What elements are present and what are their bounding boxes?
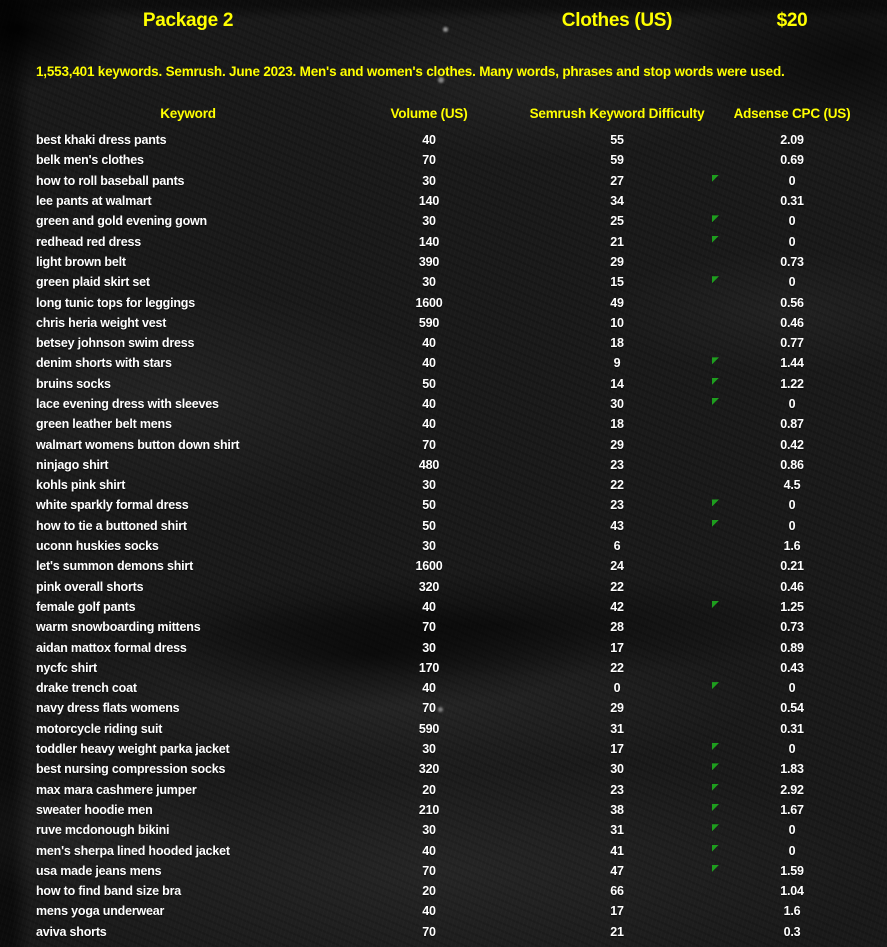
cpc-cell: [712, 316, 887, 330]
difficulty-cell: 31: [610, 721, 624, 736]
table-header-row: [0, 101, 887, 125]
cpc-cell-value: 0: [788, 823, 796, 838]
keyword-cell: men's sherpa lined hooded jacket: [36, 843, 230, 858]
volume-cell: 40: [422, 417, 436, 432]
table-row: [0, 536, 887, 556]
cpc-cell-value: 0.56: [780, 295, 804, 310]
cpc-cell: [712, 336, 887, 350]
volume-cell: 30: [422, 823, 436, 838]
cpc-cell-value: 0.3: [783, 924, 801, 939]
keyword-cell: sweater hoodie men: [36, 802, 153, 817]
keyword-cell: best nursing compression socks: [36, 762, 226, 777]
keyword-cell: chris heria weight vest: [36, 315, 167, 330]
cpc-cell: [712, 823, 887, 837]
title-row: [0, 9, 887, 33]
table-row: [0, 434, 887, 454]
keyword-cell: warm snowboarding mittens: [36, 620, 201, 635]
table-row: [0, 597, 887, 617]
flag-triangle-icon: [712, 804, 719, 811]
difficulty-cell: 55: [610, 133, 624, 148]
cpc-cell: [712, 539, 887, 553]
cpc-cell-value: 0.54: [780, 701, 804, 716]
table-row: [0, 495, 887, 515]
volume-cell: 70: [422, 437, 436, 452]
difficulty-cell: 41: [610, 843, 624, 858]
cpc-cell: [712, 438, 887, 452]
flag-triangle-icon: [712, 357, 719, 364]
cpc-cell-value: 0: [788, 843, 796, 858]
keyword-cell: green and gold evening gown: [36, 214, 207, 229]
flag-triangle-icon: [712, 763, 719, 770]
volume-cell: 30: [422, 539, 436, 554]
difficulty-cell: 21: [610, 234, 624, 249]
column-header-cpc: Adsense CPC (US): [733, 105, 851, 121]
keyword-cell: bruins socks: [36, 376, 111, 391]
keyword-cell: aviva shorts: [36, 924, 107, 939]
volume-cell: 40: [422, 133, 436, 148]
keyword-cell: max mara cashmere jumper: [36, 782, 197, 797]
cpc-cell: [712, 235, 887, 249]
keyword-cell: redhead red dress: [36, 234, 141, 249]
cpc-cell: [712, 519, 887, 533]
table-row: [0, 719, 887, 739]
package-title: Package 2: [142, 10, 234, 31]
volume-cell: 50: [422, 498, 436, 513]
cpc-cell-value: 0.21: [780, 559, 804, 574]
keyword-cell: green plaid skirt set: [36, 275, 150, 290]
cpc-cell: [712, 478, 887, 492]
table-row: [0, 800, 887, 820]
cpc-cell: [712, 925, 887, 939]
volume-cell: 390: [418, 254, 440, 269]
table-row: [0, 374, 887, 394]
keyword-cell: usa made jeans mens: [36, 863, 162, 878]
cpc-cell-value: 2.09: [780, 133, 804, 148]
flag-triangle-icon: [712, 743, 719, 750]
flag-triangle-icon: [712, 784, 719, 791]
cpc-cell-value: 0: [788, 498, 796, 513]
volume-cell: 20: [422, 884, 436, 899]
difficulty-cell: 15: [610, 275, 624, 290]
volume-cell: 30: [422, 275, 436, 290]
cpc-cell-value: 0.42: [780, 437, 804, 452]
volume-cell: 480: [418, 457, 440, 472]
difficulty-cell: 24: [610, 559, 624, 574]
flag-triangle-icon: [712, 276, 719, 283]
keyword-cell: toddler heavy weight parka jacket: [36, 742, 230, 757]
difficulty-cell: 0: [613, 681, 621, 696]
volume-cell: 30: [422, 478, 436, 493]
volume-cell: 30: [422, 214, 436, 229]
difficulty-cell: 47: [610, 863, 624, 878]
keyword-cell: aidan mattox formal dress: [36, 640, 187, 655]
cpc-cell: [712, 174, 887, 188]
difficulty-cell: 22: [610, 478, 624, 493]
cpc-cell: [712, 844, 887, 858]
difficulty-cell: 27: [610, 173, 624, 188]
cpc-cell: [712, 458, 887, 472]
table-row: [0, 901, 887, 921]
difficulty-cell: 25: [610, 214, 624, 229]
keyword-cell: kohls pink shirt: [36, 478, 126, 493]
volume-cell: 40: [422, 843, 436, 858]
volume-cell: 70: [422, 153, 436, 168]
cpc-cell: [712, 600, 887, 614]
cpc-cell: [712, 661, 887, 675]
keyword-cell: pink overall shorts: [36, 579, 144, 594]
cpc-cell-value: 1.67: [780, 802, 804, 817]
volume-cell: 590: [418, 721, 440, 736]
flag-triangle-icon: [712, 824, 719, 831]
flag-triangle-icon: [712, 398, 719, 405]
volume-cell: 30: [422, 640, 436, 655]
flag-triangle-icon: [712, 601, 719, 608]
table-row: [0, 252, 887, 272]
difficulty-cell: 17: [610, 742, 624, 757]
table-row: [0, 840, 887, 860]
table-row: [0, 475, 887, 495]
flag-triangle-icon: [712, 520, 719, 527]
flag-triangle-icon: [712, 845, 719, 852]
keyword-cell: how to roll baseball pants: [36, 173, 185, 188]
volume-cell: 70: [422, 701, 436, 716]
column-header-keyword: Keyword: [160, 105, 216, 121]
cpc-cell-value: 0: [788, 681, 796, 696]
cpc-cell: [712, 701, 887, 715]
keyword-cell: denim shorts with stars: [36, 356, 172, 371]
cpc-cell: [712, 153, 887, 167]
keyword-cell: lace evening dress with sleeves: [36, 397, 219, 411]
difficulty-cell: 18: [610, 417, 624, 432]
table-row: [0, 780, 887, 800]
cpc-cell-value: 0: [788, 234, 796, 249]
table-row: [0, 292, 887, 312]
cpc-cell-value: 0: [788, 173, 796, 188]
difficulty-cell: 17: [610, 904, 624, 919]
table-row: [0, 191, 887, 211]
difficulty-cell: 29: [610, 254, 624, 269]
cpc-cell-value: 1.6: [783, 539, 801, 554]
volume-cell: 320: [418, 579, 440, 594]
table-row: [0, 231, 887, 251]
cpc-cell-value: 1.6: [783, 904, 801, 919]
table-row: [0, 617, 887, 637]
difficulty-cell: 22: [610, 660, 624, 675]
volume-cell: 140: [418, 194, 440, 209]
difficulty-cell: 49: [610, 295, 624, 310]
cpc-cell-value: 0: [788, 397, 796, 411]
table-row: [0, 353, 887, 373]
volume-cell: 70: [422, 863, 436, 878]
cpc-cell: [712, 498, 887, 512]
volume-cell: 210: [418, 802, 440, 817]
cpc-cell: [712, 194, 887, 208]
keyword-cell: nycfc shirt: [36, 660, 98, 675]
description-line: 1,553,401 keywords. Semrush. June 2023. Men's and women's clothes. Many words, phrases and stop words were used.: [36, 64, 785, 79]
table-row: [0, 150, 887, 170]
cpc-cell: [712, 722, 887, 736]
cpc-cell-value: 0.87: [780, 417, 804, 432]
table-row: [0, 861, 887, 881]
difficulty-cell: 14: [610, 376, 624, 391]
keyword-cell: ninjago shirt: [36, 457, 109, 472]
difficulty-cell: 30: [610, 397, 624, 411]
cpc-cell-value: 0.46: [780, 579, 804, 594]
keyword-cell: belk men's clothes: [36, 153, 144, 168]
table-row: [0, 577, 887, 597]
cpc-cell: [712, 641, 887, 655]
keyword-cell: ruve mcdonough bikini: [36, 823, 170, 838]
cpc-cell-value: 0.31: [780, 194, 804, 209]
cpc-cell: [712, 417, 887, 431]
keyword-cell: long tunic tops for leggings: [36, 295, 195, 310]
table-row: [0, 516, 887, 536]
keyword-cell: mens yoga underwear: [36, 904, 165, 919]
cpc-cell: [712, 214, 887, 228]
keyword-cell: motorcycle riding suit: [36, 721, 163, 736]
keyword-cell: best khaki dress pants: [36, 133, 167, 148]
cpc-cell-value: 4.5: [783, 478, 801, 493]
volume-cell: 50: [422, 518, 436, 533]
difficulty-cell: 9: [613, 356, 621, 371]
cpc-cell: [712, 904, 887, 918]
cpc-cell: [712, 397, 887, 411]
cpc-cell: [712, 620, 887, 634]
table-row: [0, 272, 887, 292]
table-row: [0, 739, 887, 759]
keyword-cell: light brown belt: [36, 254, 126, 269]
column-header-volume: Volume (US): [390, 105, 468, 121]
table-body: [0, 130, 887, 942]
volume-cell: 40: [422, 336, 436, 351]
cpc-cell-value: 2.92: [780, 782, 804, 797]
keyword-cell: how to tie a buttoned shirt: [36, 518, 187, 533]
cpc-cell: [712, 296, 887, 310]
table-row: [0, 171, 887, 191]
volume-cell: 40: [422, 397, 436, 411]
cpc-cell: [712, 681, 887, 695]
difficulty-cell: 28: [610, 620, 624, 635]
table-row: [0, 313, 887, 333]
volume-cell: 1600: [415, 295, 443, 310]
cpc-cell: [712, 356, 887, 370]
table-row: [0, 211, 887, 231]
table-row: [0, 637, 887, 657]
table-row: [0, 759, 887, 779]
difficulty-cell: 29: [610, 437, 624, 452]
keyword-cell: uconn huskies socks: [36, 539, 159, 554]
keyword-cell: walmart womens button down shirt: [36, 437, 240, 452]
table-row: [0, 698, 887, 718]
keyword-cell: how to find band size bra: [36, 884, 182, 899]
volume-cell: 40: [422, 681, 436, 696]
volume-cell: 1600: [415, 559, 443, 574]
difficulty-cell: 30: [610, 762, 624, 777]
flag-triangle-icon: [712, 499, 719, 506]
table-row: [0, 556, 887, 576]
cpc-cell-value: 0.73: [780, 620, 804, 635]
volume-cell: 140: [418, 234, 440, 249]
cpc-cell: [712, 742, 887, 756]
cpc-cell-value: 1.59: [780, 863, 804, 878]
cpc-cell: [712, 559, 887, 573]
difficulty-cell: 18: [610, 336, 624, 351]
keyword-cell: betsey johnson swim dress: [36, 336, 195, 351]
volume-cell: 50: [422, 376, 436, 391]
keyword-cell: let's summon demons shirt: [36, 559, 194, 574]
difficulty-cell: 31: [610, 823, 624, 838]
difficulty-cell: 23: [610, 782, 624, 797]
flag-triangle-icon: [712, 865, 719, 872]
difficulty-cell: 17: [610, 640, 624, 655]
cpc-cell: [712, 864, 887, 878]
cpc-cell: [712, 580, 887, 594]
cpc-cell-value: 0: [788, 275, 796, 290]
difficulty-cell: 21: [610, 924, 624, 939]
difficulty-cell: 34: [610, 194, 624, 209]
keyword-cell: lee pants at walmart: [36, 194, 152, 209]
cpc-cell: [712, 762, 887, 776]
cpc-cell-value: 1.44: [780, 356, 804, 371]
cpc-cell-value: 1.22: [780, 376, 804, 391]
cpc-cell-value: 0: [788, 518, 796, 533]
keyword-cell: white sparkly formal dress: [36, 498, 189, 513]
flag-triangle-icon: [712, 215, 719, 222]
keyword-cell: drake trench coat: [36, 681, 137, 696]
cpc-cell-value: 1.83: [780, 762, 804, 777]
cpc-cell-value: 0: [788, 742, 796, 757]
volume-cell: 40: [422, 904, 436, 919]
cpc-cell: [712, 377, 887, 391]
table-row: [0, 922, 887, 942]
cpc-cell-value: 0.43: [780, 660, 804, 675]
difficulty-cell: 23: [610, 498, 624, 513]
volume-cell: 590: [418, 315, 440, 330]
cpc-cell: [712, 133, 887, 147]
table-row: [0, 820, 887, 840]
volume-cell: 30: [422, 173, 436, 188]
volume-cell: 320: [418, 762, 440, 777]
cpc-cell-value: 0.77: [780, 336, 804, 351]
price-label: $20: [776, 10, 808, 31]
volume-cell: 40: [422, 599, 436, 614]
cpc-cell: [712, 275, 887, 289]
difficulty-cell: 29: [610, 701, 624, 716]
difficulty-cell: 22: [610, 579, 624, 594]
cpc-cell: [712, 803, 887, 817]
volume-cell: 70: [422, 924, 436, 939]
category-title: Clothes (US): [561, 10, 673, 31]
table-row: [0, 333, 887, 353]
keyword-cell: green leather belt mens: [36, 417, 172, 432]
table-row: [0, 414, 887, 434]
difficulty-cell: 38: [610, 802, 624, 817]
cpc-cell-value: 0.73: [780, 254, 804, 269]
flag-triangle-icon: [712, 236, 719, 243]
difficulty-cell: 43: [610, 518, 624, 533]
table-row: [0, 130, 887, 150]
cpc-cell-value: 0: [788, 214, 796, 229]
difficulty-cell: 42: [610, 599, 624, 614]
flag-triangle-icon: [712, 378, 719, 385]
volume-cell: 70: [422, 620, 436, 635]
cpc-cell-value: 1.04: [780, 884, 804, 899]
difficulty-cell: 10: [610, 315, 624, 330]
table-row: [0, 455, 887, 475]
cpc-cell-value: 1.25: [780, 599, 804, 614]
volume-cell: 170: [418, 660, 440, 675]
volume-cell: 20: [422, 782, 436, 797]
difficulty-cell: 6: [613, 539, 621, 554]
volume-cell: 40: [422, 356, 436, 371]
cpc-cell-value: 0.46: [780, 315, 804, 330]
flag-triangle-icon: [712, 682, 719, 689]
table-row: [0, 678, 887, 698]
cpc-cell-value: 0.31: [780, 721, 804, 736]
cpc-cell-value: 0.89: [780, 640, 804, 655]
flag-triangle-icon: [712, 175, 719, 182]
column-header-difficulty: Semrush Keyword Difficulty: [529, 105, 705, 121]
difficulty-cell: 66: [610, 884, 624, 899]
table-row: [0, 394, 887, 414]
difficulty-cell: 23: [610, 457, 624, 472]
cpc-cell: [712, 255, 887, 269]
volume-cell: 30: [422, 742, 436, 757]
difficulty-cell: 59: [610, 153, 624, 168]
cpc-cell: [712, 783, 887, 797]
cpc-cell: [712, 884, 887, 898]
table-row: [0, 658, 887, 678]
keyword-cell: navy dress flats womens: [36, 701, 180, 716]
table-row: [0, 881, 887, 901]
cpc-cell-value: 0.86: [780, 457, 804, 472]
cpc-cell-value: 0.69: [780, 153, 804, 168]
keyword-cell: female golf pants: [36, 599, 136, 614]
